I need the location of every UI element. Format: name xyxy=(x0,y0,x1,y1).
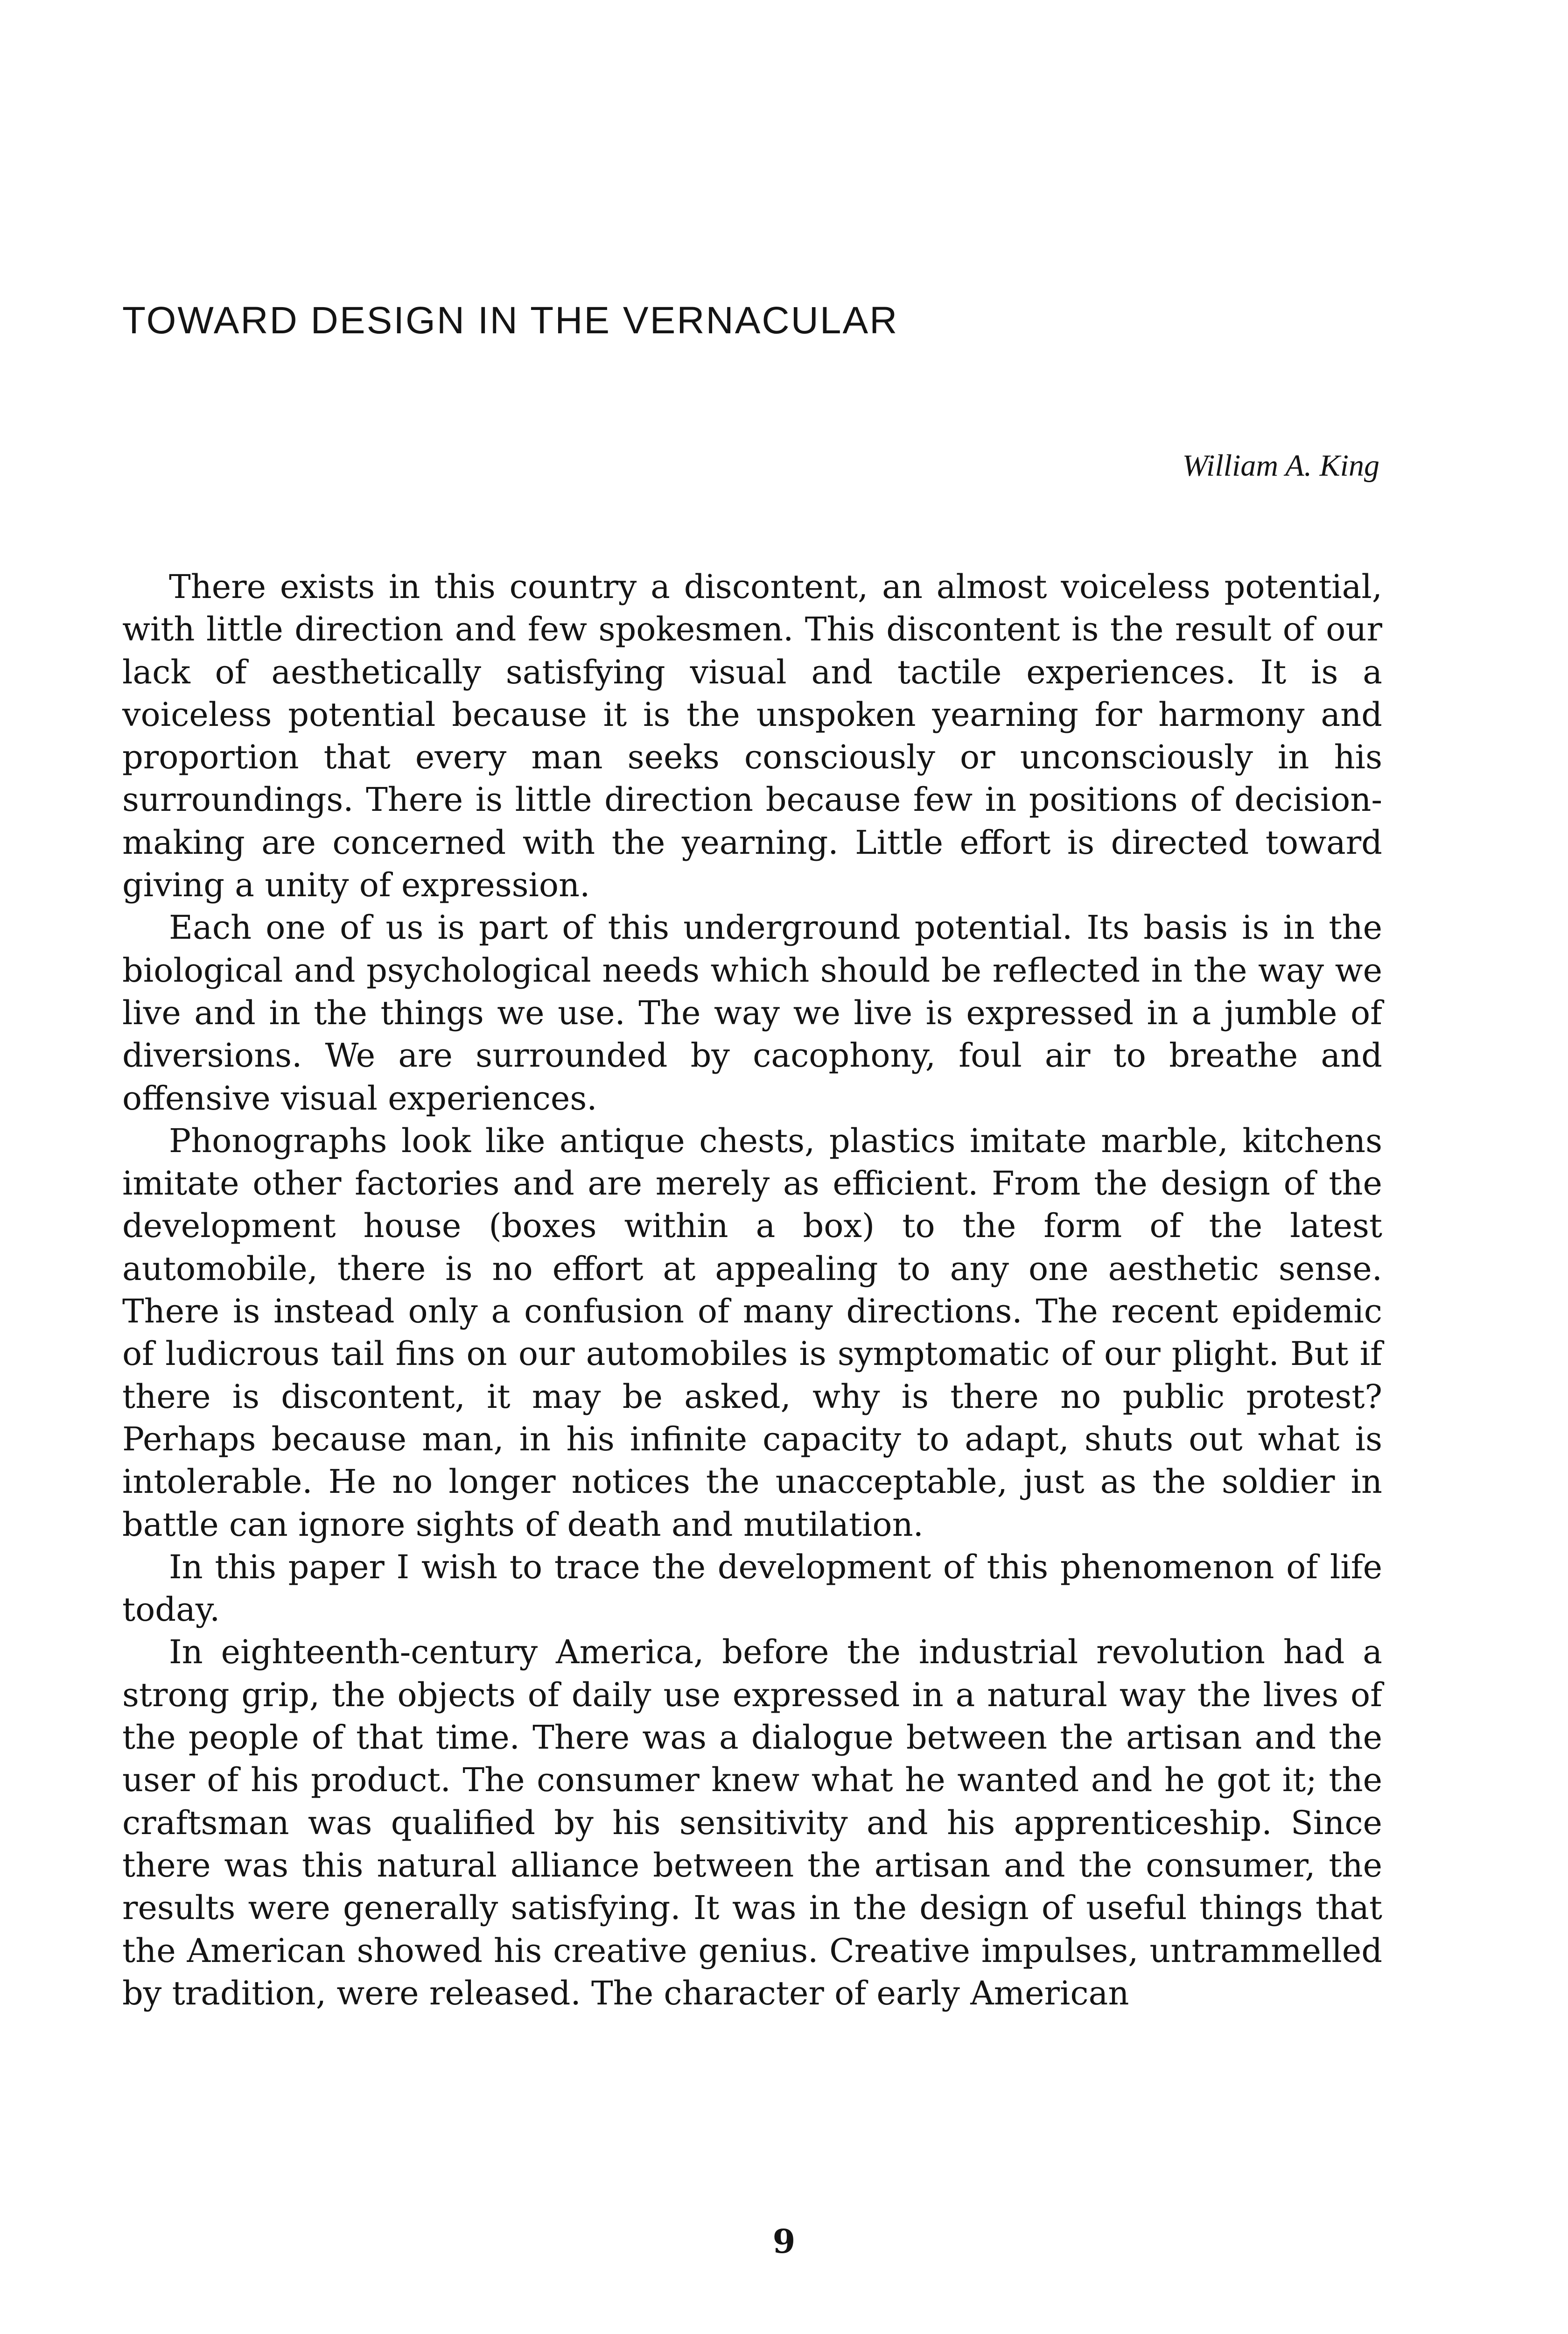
paragraph: Phonographs look like antique chests, plastics imitate marble, kitchens imitate other factories and are merely as efficient. From the design of the development house (boxes within a box) to the form of the latest automobile, there is no effort at appealing to any one aesthetic sense. There is instead only a confusion of many directions. The recent epidemic of ludicrous tail fins on our automobiles is symptomatic of our plight. But if there is discontent, it may be asked, why is there no public protest? Perhaps because man, in his infinite capacity to adapt, shuts out what is intolerable. He no longer notices the unacceptable, just as the soldier in battle can ignore sights of death and mutilation. xyxy=(122,1121,1382,1544)
paragraph: In this paper I wish to trace the development of this phenomenon of life today. xyxy=(122,1547,1382,1629)
article-title: TOWARD DESIGN IN THE VERNACULAR xyxy=(122,299,899,342)
paragraph: In eighteenth-century America, before the industrial revolution had a strong grip, the objects of daily use expressed in a natural way the lives of the people of that time. There was a dialogue between the artisan and the user of his product. The consumer knew what he wanted and he got it; the craftsman was qualified by his sensitivity and his apprenticeship. Since there was this natural alliance between the artisan and the consumer, the results were generally satisfying. It was in the design of useful things that the American showed his creative genius. Creative impulses, untrammelled by tradition, were released. The character of early American xyxy=(122,1633,1382,2012)
paragraph: Each one of us is part of this underground potential. Its basis is in the biological and psychological needs which should be reflected in the way we live and in the things we use. The way we live is expressed in a jumble of diversions. We are surrounded by cacophony, foul air to breathe and offensive visual experiences. xyxy=(122,908,1382,1118)
page-number: 9 xyxy=(772,2222,796,2261)
author-byline: William A. King xyxy=(1182,449,1379,483)
paragraph: There exists in this country a discontent, an almost voiceless potential, with little direction and few spokesmen. This discontent is the result of our lack of aesthetically satisfying visual and tactile experiences. It is a voiceless potential because it is the unspoken yearning for harmony and proportion that every man seeks consciously or unconsciously in his surroundings. There is little direction because few in positions of decision-making are concerned with the yearning. Little effort is directed toward giving a unity of expression. xyxy=(122,568,1382,905)
article-body xyxy=(122,566,1382,2015)
